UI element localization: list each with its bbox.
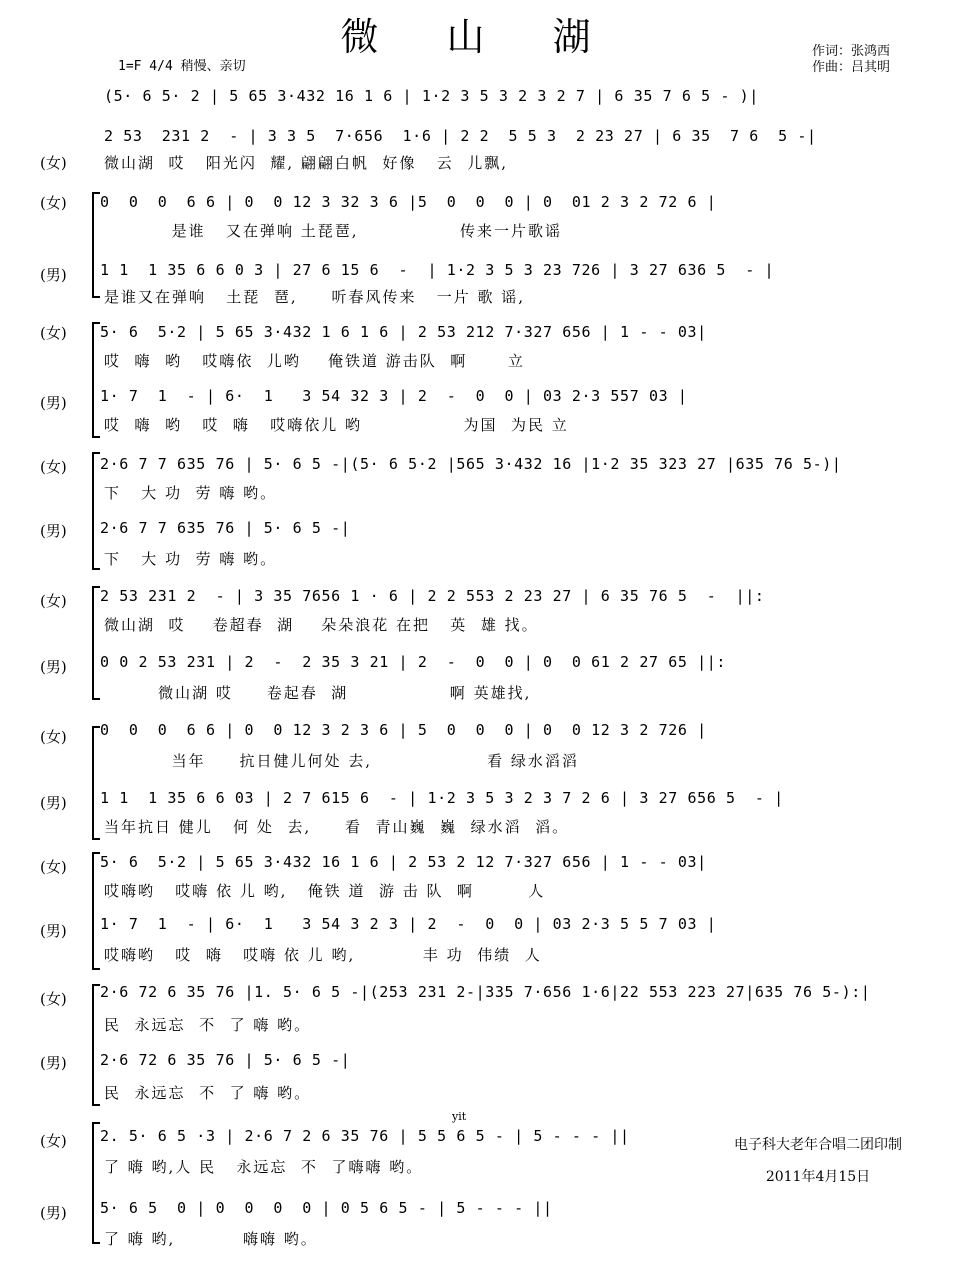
printer-credit: 电子科大老年合唱二团印制 [734,1137,902,1153]
system-1-lyrics: 微山湖 哎 阳光闪 耀, 翩翩白帆 好像 云 儿飘, [104,154,509,172]
system-6-female-notes: 0 0 0 6 6 | 0 0 12 3 2 3 6 | 5 0 0 0 | 0 0 12 3 2 726 | [100,721,707,739]
part-label-female: (女) [40,154,67,172]
part-label-male: (男) [40,1054,67,1072]
composer: 作曲：吕其明 [812,60,891,75]
system-brace [92,852,100,970]
system-3-male-notes: 1· 7 1 - | 6· 1 3 54 32 3 | 2 - 0 0 | 03 2·3 557 03 | [100,387,688,405]
yit-mark: yit [452,1110,467,1123]
system-9-male-lyrics: 了 嗨 哟, 嗨嗨 哟。 [104,1230,318,1248]
part-label-female: (女) [40,458,67,476]
system-9-female-notes: 2. 5· 6 5 ·3 | 2·6 7 2 6 35 76 | 5 5 6 5 - | 5 - - - || [100,1127,630,1145]
system-7-female-lyrics: 哎嗨哟 哎嗨 依 儿 哟, 俺铁 道 游 击 队 啊 人 [104,882,546,900]
system-brace [92,452,100,570]
system-8-male-lyrics: 民 永远忘 不 了 嗨 哟。 [104,1084,312,1102]
system-9-male-notes: 5· 6 5 0 | 0 0 0 0 | 0 5 6 5 - | 5 - - - || [100,1199,553,1217]
print-date: 2011年4月15日 [765,1169,871,1185]
system-brace [92,726,100,840]
system-1-female-notes: 2 53 231 2 - | 3 3 5 7·656 1·6 | 2 2 5 5 3 2 23 27 | 6 35 7 6 5 -| [104,127,817,145]
system-9-female-lyrics: 了 嗨 哟,人 民 永远忘 不 了嗨嗨 哟。 [104,1158,424,1176]
system-8-female-lyrics: 民 永远忘 不 了 嗨 哟。 [104,1016,312,1034]
part-label-female: (女) [40,324,67,342]
system-6-male-notes: 1 1 1 35 6 6 03 | 2 7 615 6 - | 1·2 3 5 3 2 3 7 2 6 | 3 27 656 5 - | [100,789,784,807]
system-8-female-notes: 2·6 72 6 35 76 |1. 5· 6 5 -|(253 231 2-|335 7·656 1·6|22 553 223 27|635 76 5-):| [100,983,871,1001]
system-brace [92,1122,100,1244]
system-brace [92,322,100,438]
system-2-male-notes: 1 1 1 35 6 6 0 3 | 27 6 15 6 - | 1·2 3 5 3 23 726 | 3 27 636 5 - | [100,261,775,279]
lyricist: 作词：张鸿西 [812,44,891,59]
system-brace [92,586,100,700]
part-label-female: (女) [40,592,67,610]
part-label-female: (女) [40,990,67,1008]
system-4-male-lyrics: 下 大 功 劳 嗨 哟。 [104,550,278,568]
system-6-male-lyrics: 当年抗日 健儿 何 处 去, 看 青山巍 巍 绿水滔 滔。 [104,818,570,836]
part-label-female: (女) [40,728,67,746]
part-label-male: (男) [40,658,67,676]
part-label-male: (男) [40,794,67,812]
system-4-female-lyrics: 下 大 功 劳 嗨 哟。 [104,484,278,502]
system-2-female-notes: 0 0 0 6 6 | 0 0 12 3 32 3 6 |5 0 0 0 | 0 01 2 3 2 72 6 | [100,193,717,211]
part-label-male: (男) [40,522,67,540]
system-7-female-notes: 5· 6 5·2 | 5 65 3·432 16 1 6 | 2 53 2 12 7·327 656 | 1 - - 03| [100,853,707,871]
system-3-male-lyrics: 哎 嗨 哟 哎 嗨 哎嗨依儿 哟 为国 为民 立 [104,416,569,434]
system-3-female-lyrics: 哎 嗨 哟 哎嗨依 儿哟 俺铁道 游击队 啊 立 [104,352,525,370]
system-6-female-lyrics: 当年 抗日健儿何处 去, 看 绿水滔滔 [104,752,579,770]
system-7-male-notes: 1· 7 1 - | 6· 1 3 54 3 2 3 | 2 - 0 0 | 03 2·3 5 5 7 03 | [100,915,717,933]
part-label-male: (男) [40,394,67,412]
part-label-male: (男) [40,266,67,284]
system-2-male-lyrics: 是谁又在弹响 土琵 琶, 听春风传来 一片 歌 谣, [104,288,526,306]
system-5-female-lyrics: 微山湖 哎 卷超春 湖 朵朵浪花 在把 英 雄 找。 [104,616,539,634]
system-4-female-notes: 2·6 7 7 635 76 | 5· 6 5 -|(5· 6 5·2 |565 3·432 16 |1·2 35 323 27 |635 76 5-)| [100,455,842,473]
system-5-female-notes: 2 53 231 2 - | 3 35 7656 1 · 6 | 2 2 553 2 23 27 | 6 35 76 5 - ||: [100,587,765,605]
system-brace [92,192,100,298]
system-4-male-notes: 2·6 7 7 635 76 | 5· 6 5 -| [100,519,351,537]
part-label-female: (女) [40,858,67,876]
intro-notes: (5· 6 5· 2 | 5 65 3·432 16 1 6 | 1·2 3 5 3 2 3 2 7 | 6 35 7 6 5 - )| [104,87,759,105]
system-7-male-lyrics: 哎嗨哟 哎 嗨 哎嗨 依 儿 哟, 丰 功 伟绩 人 [104,946,542,964]
system-3-female-notes: 5· 6 5·2 | 5 65 3·432 1 6 1 6 | 2 53 212 7·327 656 | 1 - - 03| [100,323,707,341]
system-brace [92,984,100,1106]
part-label-male: (男) [40,1204,67,1222]
system-8-male-notes: 2·6 72 6 35 76 | 5· 6 5 -| [100,1051,351,1069]
system-2-female-lyrics: 是谁 又在弹响 土琵琶, 传来一片歌谣 [104,222,563,240]
part-label-male: (男) [40,922,67,940]
system-5-male-notes: 0 0 2 53 231 | 2 - 2 35 3 21 | 2 - 0 0 | 0 0 61 2 27 65 ||: [100,653,726,671]
part-label-female: (女) [40,1132,67,1150]
key-tempo: 1=F 4/4 稍慢、亲切 [118,59,246,74]
page-title: 微 山 湖 [340,15,619,59]
part-label-female: (女) [40,194,67,212]
system-5-male-lyrics: 微山湖 哎 卷起春 湖 啊 英雄找, [104,684,532,702]
